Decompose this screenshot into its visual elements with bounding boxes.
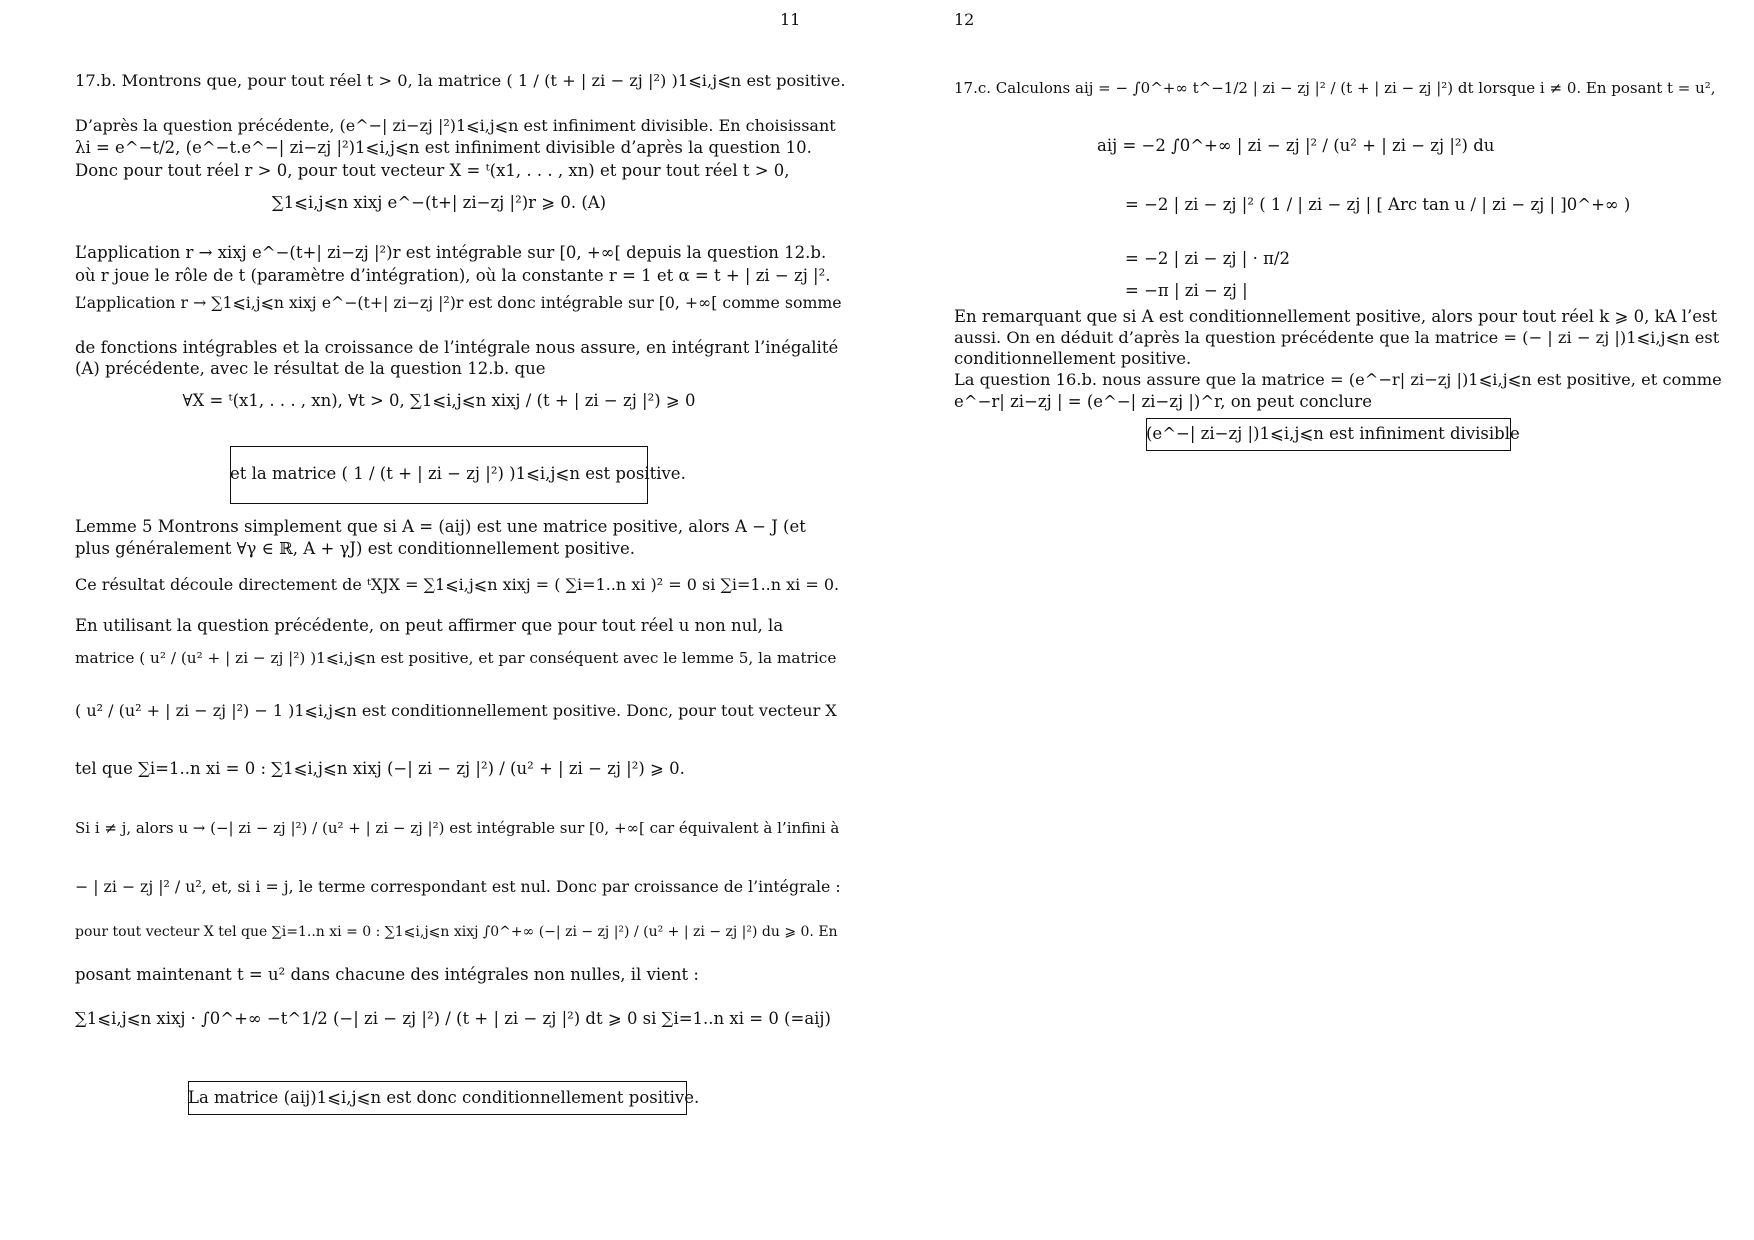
paragraph-line: Si i ≠ j, alors u → (−| zi − zj |²) / (u² + | zi − zj |²) est intégrable sur [0, +∞[ car équivalent à l’infini à xyxy=(75,819,840,837)
equation-line: = −2 | zi − zj | · π/2 xyxy=(1125,249,1290,268)
paragraph-line: D’après la question précédente, (e^−| zi−zj |²)1⩽i,j⩽n est infiniment divisible. En choisissant xyxy=(75,116,836,135)
equation: ∑1⩽i,j⩽n xixj e^−(t+| zi−zj |²)r ⩾ 0. (A) xyxy=(271,193,607,212)
paragraph-line: plus généralement ∀γ ∈ ℝ, A + γJ) est conditionnellement positive. xyxy=(75,539,636,558)
paragraph-line: Donc pour tout réel r > 0, pour tout vecteur X = ᵗ(x1, . . . , xn) et pour tout réel t > 0, xyxy=(75,161,790,180)
paragraph-line: 17.c. Calculons aij = − ∫0^+∞ t^−1/2 | zi − zj |² / (t + | zi − zj |²) dt lorsque i ≠ 0. En posant t = u², xyxy=(954,79,1716,97)
paragraph-line: ( u² / (u² + | zi − zj |²) − 1 )1⩽i,j⩽n est conditionnellement positive. Donc, pour tout vecteur X xyxy=(75,701,837,720)
paragraph-line: Ce résultat découle directement de ᵗXJX = ∑1⩽i,j⩽n xixj = ( ∑i=1..n xi )² = 0 si ∑i=1..n xi = 0. xyxy=(75,575,840,594)
paragraph-line: pour tout vecteur X tel que ∑i=1..n xi = 0 : ∑1⩽i,j⩽n xixj ∫0^+∞ (−| zi − zj |²) / (u² + | zi − zj |²) du ⩾ 0. En xyxy=(75,924,838,940)
paragraph-line: L’application r → ∑1⩽i,j⩽n xixj e^−(t+| zi−zj |²)r est donc intégrable sur [0, +∞[ comme somme xyxy=(75,293,842,312)
paragraph-line: où r joue le rôle de t (paramètre d’intégration), où la constante r = 1 et α = t + | zi − zj |². xyxy=(75,266,831,285)
boxed-result: La matrice (aij)1⩽i,j⩽n est donc conditionnellement positive. xyxy=(188,1088,700,1107)
paragraph-line: L’application r → xixj e^−(t+| zi−zj |²)r est intégrable sur [0, +∞[ depuis la question 12.b. xyxy=(75,243,827,262)
equation-line: = −2 | zi − zj |² ( 1 / | zi − zj | [ Arc tan u / | zi − zj | ]0^+∞ ) xyxy=(1125,195,1631,214)
page-number: 12 xyxy=(954,10,975,29)
paragraph-line: (A) précédente, avec le résultat de la question 12.b. que xyxy=(75,359,546,378)
page-12 xyxy=(877,0,1754,1240)
paragraph-line: matrice ( u² / (u² + | zi − zj |²) )1⩽i,j⩽n est positive, et par conséquent avec le lemme 5, la matrice xyxy=(75,649,837,667)
paragraph-line: − | zi − zj |² / u², et, si i = j, le terme correspondant est nul. Donc par croissance de l’intégrale : xyxy=(75,877,841,896)
paragraph-line: λi = e^−t/2, (e^−t.e^−| zi−zj |²)1⩽i,j⩽n est infiniment divisible d’après la question 10. xyxy=(75,138,812,157)
paragraph-line: Lemme 5 Montrons simplement que si A = (aij) est une matrice positive, alors A − J (et xyxy=(75,517,806,536)
equation-line: aij = −2 ∫0^+∞ | zi − zj |² / (u² + | zi − zj |²) du xyxy=(1097,136,1495,155)
equation: ∑1⩽i,j⩽n xixj · ∫0^+∞ −t^1/2 (−| zi − zj |²) / (t + | zi − zj |²) dt ⩾ 0 si ∑i=1..n xi = 0 (=aij) xyxy=(75,1009,831,1028)
paragraph-line: posant maintenant t = u² dans chacune des intégrales non nulles, il vient : xyxy=(75,965,699,984)
boxed-result: (e^−| zi−zj |)1⩽i,j⩽n est infiniment divisible xyxy=(1146,424,1520,443)
paragraph-line: e^−r| zi−zj | = (e^−| zi−zj |)^r, on peut conclure xyxy=(954,392,1372,411)
paragraph-line: 17.b. Montrons que, pour tout réel t > 0, la matrice ( 1 / (t + | zi − zj |²) )1⩽i,j⩽n est positive. xyxy=(75,71,846,90)
equation: ∀X = ᵗ(x1, . . . , xn), ∀t > 0, ∑1⩽i,j⩽n xixj / (t + | zi − zj |²) ⩾ 0 xyxy=(182,391,696,410)
paragraph-line: La question 16.b. nous assure que la matrice = (e^−r| zi−zj |)1⩽i,j⩽n est positive, et comme xyxy=(954,370,1722,389)
paragraph-line: tel que ∑i=1..n xi = 0 : ∑1⩽i,j⩽n xixj (−| zi − zj |²) / (u² + | zi − zj |²) ⩾ 0. xyxy=(75,759,685,778)
boxed-result: et la matrice ( 1 / (t + | zi − zj |²) )1⩽i,j⩽n est positive. xyxy=(230,464,686,483)
paragraph-line: En utilisant la question précédente, on peut affirmer que pour tout réel u non nul, la xyxy=(75,616,784,635)
equation-line: = −π | zi − zj | xyxy=(1125,281,1248,300)
paragraph-line: de fonctions intégrables et la croissance de l’intégrale nous assure, en intégrant l’inégalité xyxy=(75,338,839,357)
page-number: 11 xyxy=(780,10,801,29)
paragraph-line: conditionnellement positive. xyxy=(954,349,1192,368)
paragraph-line: En remarquant que si A est conditionnellement positive, alors pour tout réel k ⩾ 0, kA l’est xyxy=(954,307,1718,326)
paragraph-line: aussi. On en déduit d’après la question précédente que la matrice = (− | zi − zj |)1⩽i,j⩽n est xyxy=(954,328,1720,347)
